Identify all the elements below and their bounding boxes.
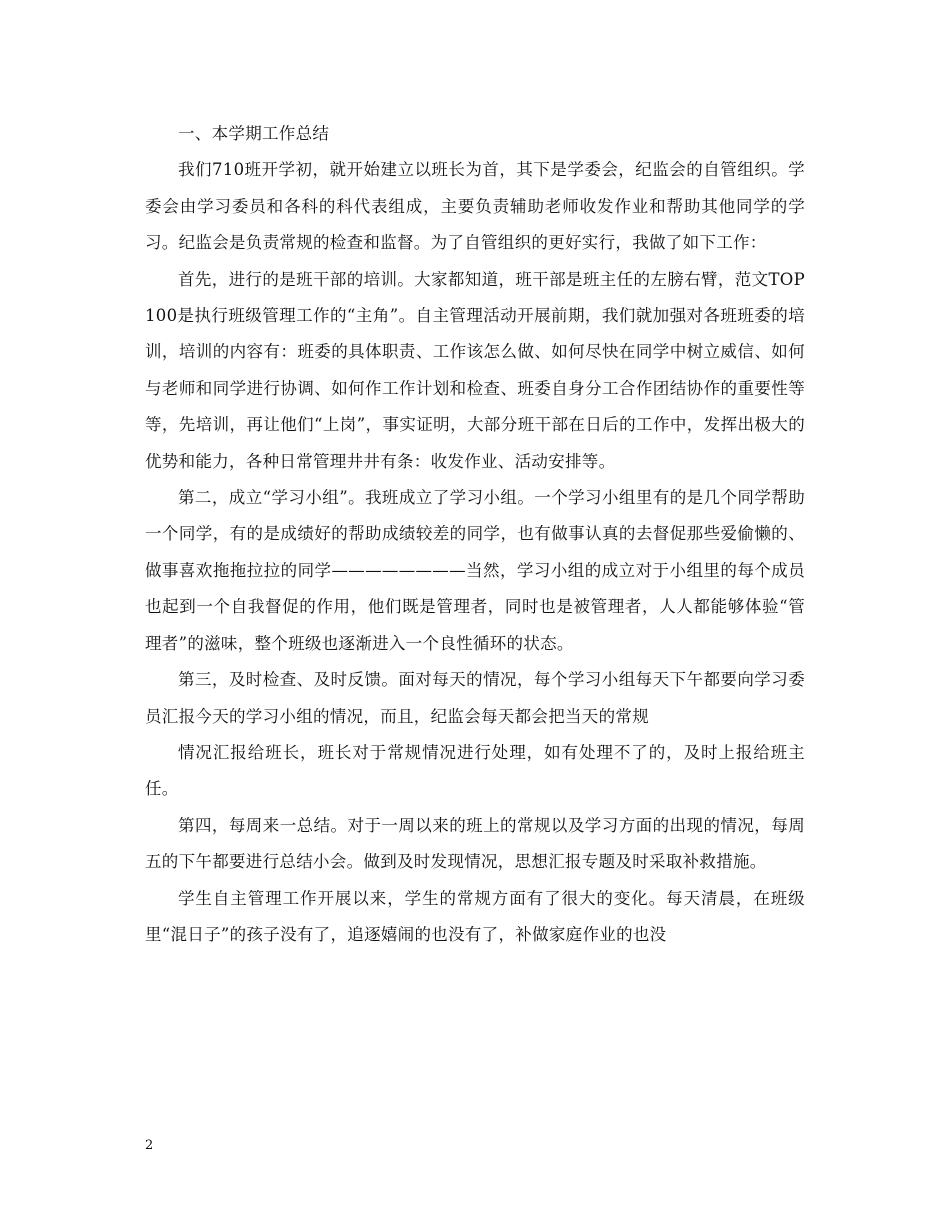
document-body <box>145 116 805 953</box>
paragraph-fourth: 第四，每周来一总结。对于一周以来的班上的常规以及学习方面的出现的情况，每周五的下午都要进行总结小会。做到及时发现情况，思想汇报专题及时采取补救措施。 <box>145 815 805 872</box>
page-number: 2 <box>145 1138 154 1153</box>
paragraph-first: 首先，进行的是班干部的培训。大家都知道，班干部是班主任的左膀右臂，范文TOP100是执行班级管理工作的“主角”。自主管理活动开展前期，我们就加强对各班班委的培训，培训的内容有：班委的具体职责、工作该怎么做、如何尽快在同学中树立威信、如何与老师和同学进行协调、如何作工作计划和检查、班委自身分工合作团结协作的重要性等等，先培训，再让他们“上岗”，事实证明，大部分班干部在日后的工作中，发挥出极大的优势和能力，各种日常管理井井有条：收发作业、活动安排等。 <box>145 269 805 471</box>
section-heading: 一、本学期工作总结 <box>178 124 330 143</box>
paragraph-intro: 我们710班开学初，就开始建立以班长为首，其下是学委会，纪监会的自管组织。学委会由学习委员和各科的科代表组成，主要负责辅助老师收发作业和帮助其他同学的学习。纪监会是负责常规的检查和监督。为了自管组织的更好实行，我做了如下工作： <box>145 160 805 253</box>
paragraph-third: 第三，及时检查、及时反馈。面对每天的情况，每个学习小组每天下午都要向学习委员汇报今天的学习小组的情况，而且，纪监会每天都会把当天的常规 <box>145 670 805 726</box>
paragraph-summary: 学生自主管理工作开展以来，学生的常规方面有了很大的变化。每天清晨，在班级里“混日子”的孩子没有了，追逐嬉闹的也没有了，补做家庭作业的也没 <box>145 888 805 944</box>
paragraph-second: 第二，成立“学习小组”。我班成立了学习小组。一个学习小组里有的是几个同学帮助一个同学，有的是成绩好的帮助成绩较差的同学，也有做事认真的去督促那些爱偷懒的、做事喜欢拖拖拉拉的同学————————当然，学习小组的成立对于小组里的每个成员也起到一个自我督促的作用，他们既是管理者，同时也是被管理者，人人都能够体验“管理者”的滋味，整个班级也逐渐进入一个良性循环的状态。 <box>145 488 805 653</box>
paragraph-third-continued: 情况汇报给班长，班长对于常规情况进行处理，如有处理不了的，及时上报给班主任。 <box>145 742 805 799</box>
